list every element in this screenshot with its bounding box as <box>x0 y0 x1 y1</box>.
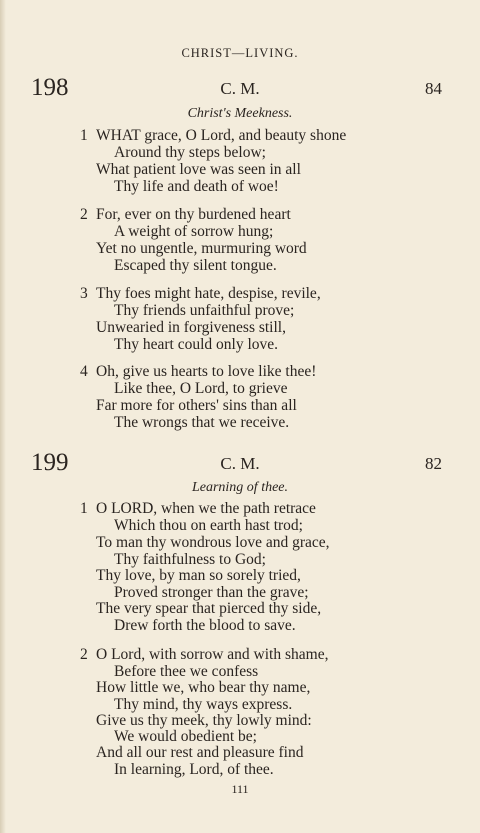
verse-line: A weight of sorrow hung; <box>114 223 274 240</box>
verse-line: Which thou on earth hast trod; <box>114 517 303 534</box>
verse-line: To man thy wondrous love and grace, <box>96 534 330 551</box>
verse-line: Give us thy meek, thy lowly mind: <box>96 712 312 729</box>
verse-line: Thy foes might hate, despise, revile, <box>96 285 321 302</box>
running-header: CHRIST—LIVING. <box>181 46 299 60</box>
verse-number: 2 <box>80 206 88 223</box>
hymn-title: Learning of thee. <box>191 480 289 495</box>
hymn-number: 198 <box>31 74 69 101</box>
verse-line: The wrongs that we receive. <box>114 414 290 431</box>
verse-line: Thy heart could only love. <box>114 336 278 353</box>
verse-line: Before thee we confess <box>114 663 259 680</box>
verse-number: 3 <box>80 285 88 302</box>
verse-line: WHAT grace, O Lord, and beauty shone <box>96 127 347 144</box>
verse-line: Around thy steps below; <box>114 144 266 161</box>
verse-line: We would obedient be; <box>114 728 257 745</box>
verse-number: 4 <box>80 363 88 380</box>
hymn-meter: C. M. <box>220 454 260 473</box>
verse-line: Yet no ungentle, murmuring word <box>96 240 307 257</box>
verse-line: Like thee, O Lord, to grieve <box>114 380 288 397</box>
verse-line: The very spear that pierced thy side, <box>96 600 322 617</box>
verse-line: And all our rest and pleasure find <box>96 744 304 761</box>
verse-line: O LORD, when we the path retrace <box>96 500 316 517</box>
verse-line: Thy faithfulness to God; <box>114 551 266 568</box>
verse-line: Unwearied in forgiveness still, <box>96 319 286 336</box>
verse-line: Proved stronger than the grave; <box>114 584 309 601</box>
verse-line: Thy mind, thy ways express. <box>114 696 293 713</box>
verse-line: For, ever on thy burdened heart <box>96 206 291 223</box>
verse-line: Oh, give us hearts to love like thee! <box>96 363 317 380</box>
verse-number: 2 <box>80 646 88 663</box>
verse-line: Far more for others' sins than all <box>96 397 297 414</box>
hymn-number: 199 <box>31 449 69 476</box>
verse-line: How little we, who bear thy name, <box>96 679 311 696</box>
verse-line: Thy love, by man so sorely tried, <box>96 567 301 584</box>
hymn-title: Christ's Meekness. <box>187 106 293 121</box>
page-number: 111 <box>231 782 249 796</box>
verse-line: Drew forth the blood to save. <box>114 617 296 634</box>
verse-line: Escaped thy silent tongue. <box>114 257 277 274</box>
verse-line: Thy life and death of woe! <box>114 178 279 195</box>
hymn-meter: C. M. <box>220 79 260 98</box>
tune-number: 84 <box>425 79 442 98</box>
page-edge-shading <box>0 0 6 833</box>
verse-line: Thy friends unfaithful prove; <box>114 302 295 319</box>
verse-line: In learning, Lord, of thee. <box>114 761 274 778</box>
tune-number: 82 <box>425 454 442 473</box>
verse-line: What patient love was seen in all <box>96 161 301 178</box>
verse-number: 1 <box>80 127 88 144</box>
verse-number: 1 <box>80 500 88 517</box>
verse-line: O Lord, with sorrow and with shame, <box>96 646 329 663</box>
